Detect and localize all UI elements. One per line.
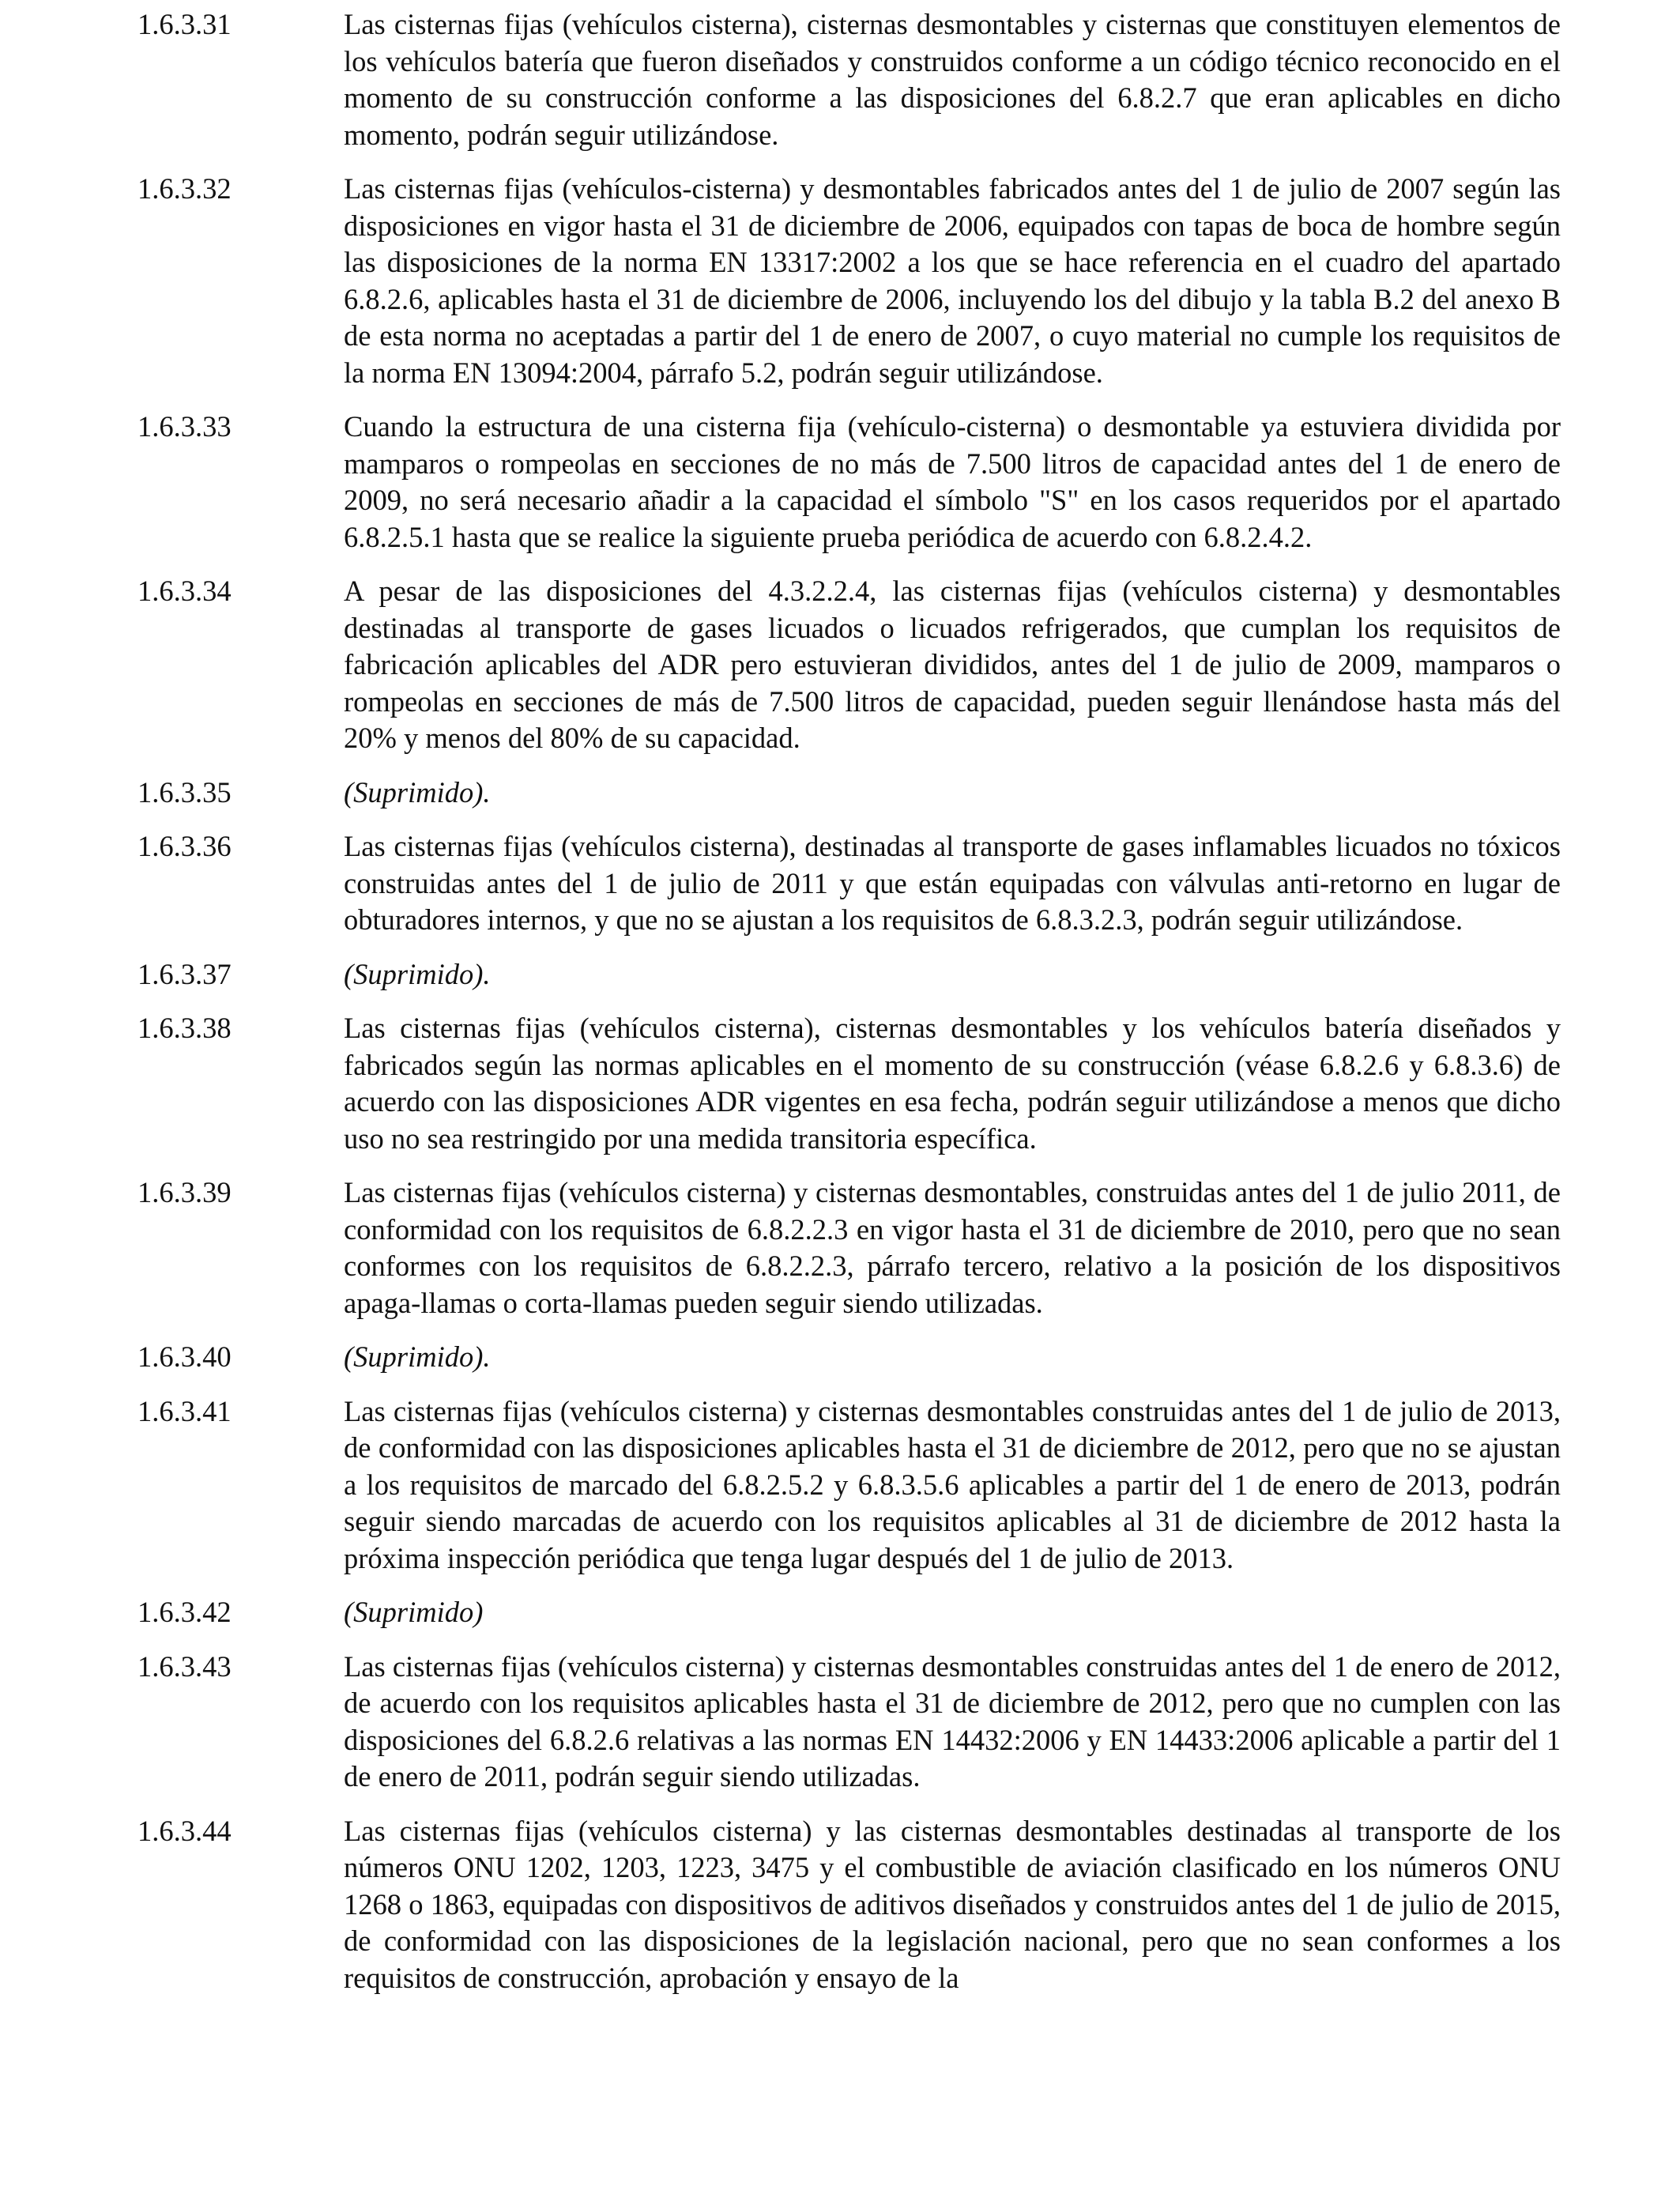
clause-number: 1.6.3.40	[137, 1340, 232, 1373]
clause-number: 1.6.3.36	[137, 830, 232, 862]
clause-1-6-3-41	[0, 1393, 1680, 1578]
clause-text: Las cisternas fijas (vehículos cisterna) y cisternas desmontables, construidas antes del 1 de julio 2011, de conformidad con los requisitos de 6.8.2.2.3 en vigor hasta el 31 de diciembre de 2010, pero que no sean conformes con los requisitos de 6.8.2.2.3, párrafo tercero, relativo a la posición de los dispositivos apaga-llamas o corta-llamas pueden seguir siendo utilizadas.	[344, 1176, 1561, 1319]
clause-text: Las cisternas fijas (vehículos cisterna) y cisternas desmontables construidas antes del 1 de julio de 2013, de conformidad con las disposiciones aplicables hasta el 31 de diciembre de 2012, pero que no se ajustan a los requisitos de marcado del 6.8.2.5.2 y 6.8.3.5.6 aplicables a partir del 1 de enero de 2013, podrán seguir siendo marcadas de acuerdo con los requisitos aplicables al 31 de diciembre de 2012 hasta la próxima inspección periódica que tenga lugar después del 1 de julio de 2013.	[344, 1394, 1561, 1574]
clause-number: 1.6.3.32	[137, 172, 232, 205]
clause-text: Las cisternas fijas (vehículos-cisterna) y desmontables fabricados antes del 1 de julio de 2007 según las disposiciones en vigor hasta el 31 de diciembre de 2006, equipados con tapas de boca de hombre según las disposiciones de la norma EN 13317:2002 a los que se hace referencia en el cuadro del apartado 6.8.2.6, aplicables hasta el 31 de diciembre de 2006, incluyendo los del dibujo y la tabla B.2 del anexo B de esta norma no aceptadas a partir del 1 de enero de 2007, o cuyo material no cumple los requisitos de la norma EN 13094:2004, párrafo 5.2, podrán seguir utilizándose.	[344, 172, 1561, 389]
clause-1-6-3-40	[0, 1339, 1680, 1376]
clause-1-6-3-39	[0, 1174, 1680, 1321]
clause-1-6-3-36	[0, 828, 1680, 939]
clause-number: 1.6.3.42	[137, 1596, 232, 1628]
clause-text: Las cisternas fijas (vehículos cisterna), cisternas desmontables y los vehículos batería diseñados y fabricados según las normas aplicables en el momento de su construcción (véase 6.8.2.6 y 6.8.3.6) de acuerdo con las disposiciones ADR vigentes en esa fecha, podrán seguir utilizándose a menos que dicho uso no sea restringido por una medida transitoria específica.	[344, 1012, 1561, 1155]
clause-number: 1.6.3.33	[137, 410, 232, 443]
clause-number: 1.6.3.34	[137, 575, 232, 607]
clause-number: 1.6.3.37	[137, 957, 232, 990]
clause-text: Las cisternas fijas (vehículos cisterna), destinadas al transporte de gases inflamables licuados no tóxicos construidas antes del 1 de julio de 2011 y que están equipadas con válvulas anti-retorno en lugar de obturadores internos, y que no se ajustan a los requisitos de 6.8.3.2.3, podrán seguir utilizándose.	[344, 830, 1561, 936]
clause-text: A pesar de las disposiciones del 4.3.2.2.4, las cisternas fijas (vehículos cisterna) y desmontables destinadas al transporte de gases licuados o licuados refrigerados, que cumplan los requisitos de fabricación aplicables del ADR pero estuvieran divididos, antes del 1 de julio de 2009, mamparos o rompeolas en secciones de más de 7.500 litros de capacidad, pueden seguir llenándose hasta más del 20% y menos del 80% de su capacidad.	[344, 575, 1561, 754]
clause-text: Las cisternas fijas (vehículos cisterna) y las cisternas desmontables destinadas al transporte de los números ONU 1202, 1203, 1223, 3475 y el combustible de aviación clasificado en los números ONU 1268 o 1863, equipadas con dispositivos de aditivos diseñados y construidos antes del 1 de julio de 2015, de conformidad con las disposiciones de la legislación nacional, pero que no sean conformes a los requisitos de construcción, aprobación y ensayo de la	[344, 1814, 1561, 1994]
clause-1-6-3-44	[0, 1813, 1680, 1997]
clause-number: 1.6.3.43	[137, 1649, 232, 1683]
clause-number: 1.6.3.38	[137, 1012, 232, 1044]
clause-1-6-3-31	[0, 6, 1680, 153]
clause-number: 1.6.3.31	[137, 8, 232, 40]
clause-text: (Suprimido).	[344, 1340, 491, 1373]
clause-text: Las cisternas fijas (vehículos cisterna), cisternas desmontables y cisternas que constituyen elementos de los vehículos batería que fueron diseñados y construidos conforme a un código técnico reconocido en el momento de su construcción conforme a las disposiciones del 6.8.2.7 que eran aplicables en dicho momento, podrán seguir utilizándose.	[344, 8, 1561, 151]
clause-text: (Suprimido).	[344, 775, 491, 809]
clause-1-6-3-43	[0, 1649, 1680, 1796]
clause-1-6-3-35	[0, 775, 1680, 812]
clause-number: 1.6.3.39	[137, 1176, 232, 1208]
clause-number: 1.6.3.41	[137, 1394, 232, 1427]
clause-number: 1.6.3.35	[137, 775, 232, 809]
clause-text: Cuando la estructura de una cisterna fija (vehículo-cisterna) o desmontable ya estuviera dividida por mamparos o rompeolas en secciones de no más de 7.500 litros de capacidad antes del 1 de enero de 2009, no será necesario añadir a la capacidad el símbolo "S" en los casos requeridos por el apartado 6.8.2.5.1 hasta que se realice la siguiente prueba periódica de acuerdo con 6.8.2.4.2.	[344, 410, 1561, 553]
clause-1-6-3-33	[0, 409, 1680, 556]
clause-1-6-3-42	[0, 1594, 1680, 1631]
clause-text: (Suprimido)	[344, 1596, 484, 1628]
clause-number: 1.6.3.44	[137, 1814, 232, 1847]
clause-1-6-3-34	[0, 573, 1680, 757]
clause-text: Las cisternas fijas (vehículos cisterna) y cisternas desmontables construidas antes del 1 de enero de 2012, de acuerdo con los requisitos aplicables hasta el 31 de diciembre de 2012, pero que no cumplen con las disposiciones del 6.8.2.6 relativas a las normas EN 14432:2006 y EN 14433:2006 aplicable a partir del 1 de enero de 2011, podrán seguir siendo utilizadas.	[344, 1649, 1561, 1793]
clause-1-6-3-32	[0, 171, 1680, 391]
clause-text: (Suprimido).	[344, 957, 491, 990]
clause-1-6-3-37	[0, 956, 1680, 993]
clause-1-6-3-38	[0, 1010, 1680, 1157]
